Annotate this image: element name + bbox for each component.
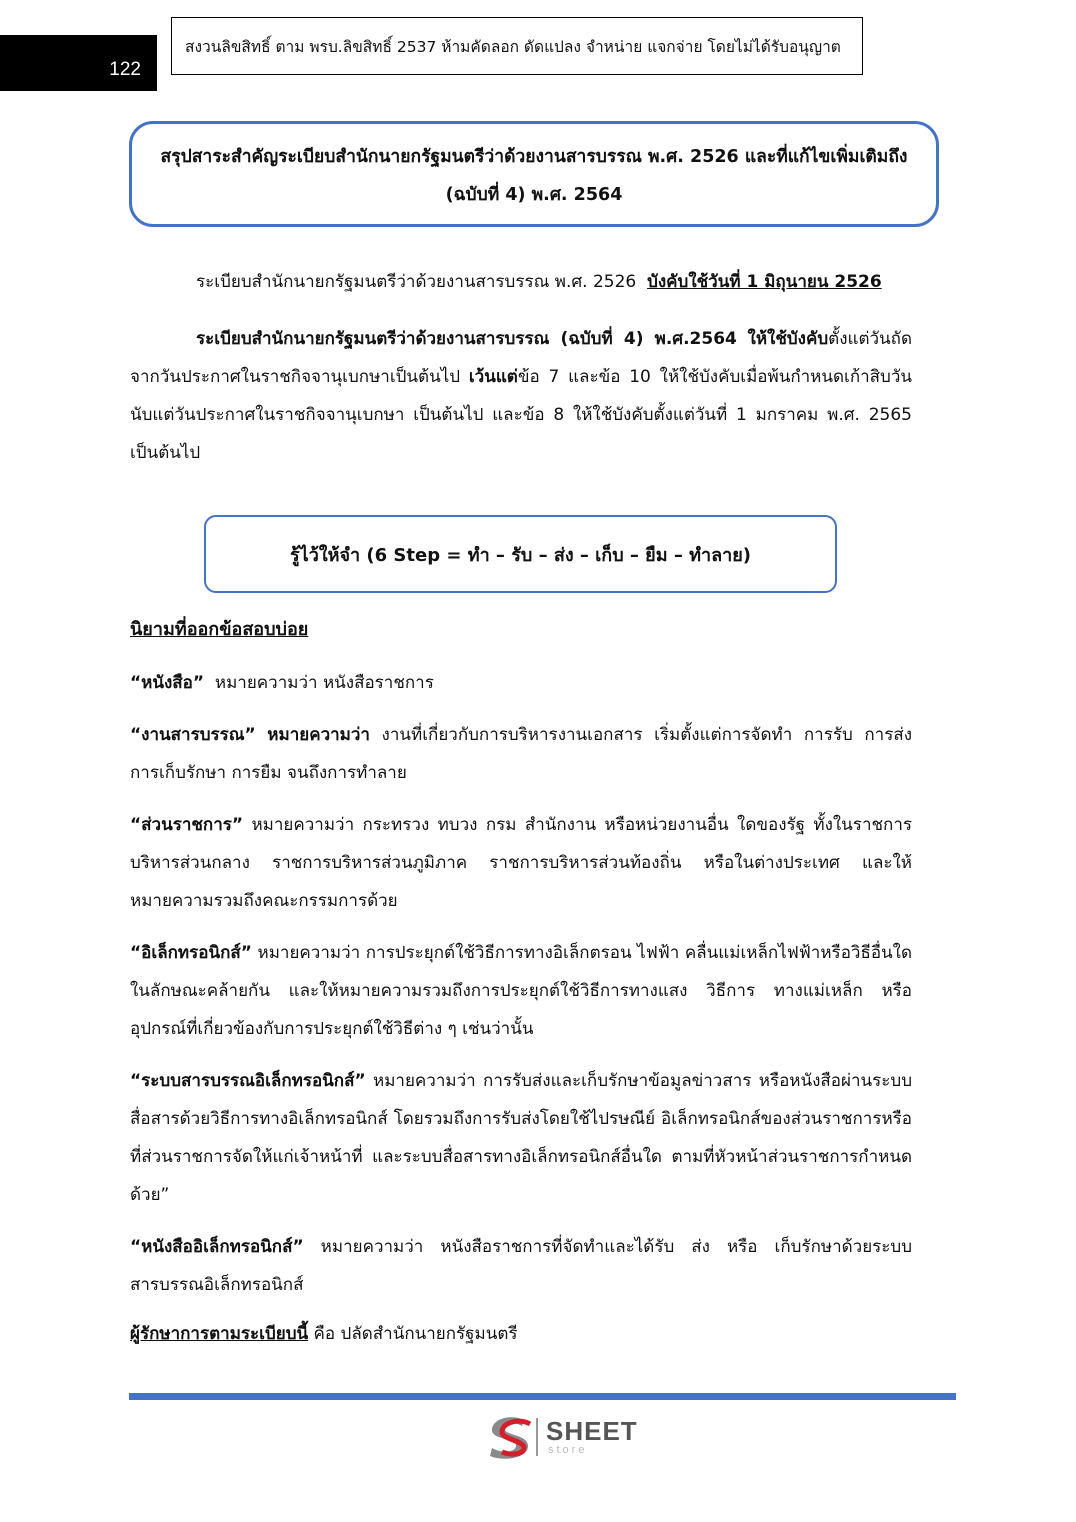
definition-item	[130, 716, 912, 792]
logo-text: SHEET	[546, 1416, 638, 1446]
definition-item	[130, 664, 912, 702]
intro-p1-effective-date: บังคับใช้วันที่ 1 มิถุนายน 2526	[647, 272, 882, 292]
definition-item	[130, 806, 912, 920]
definition-text: หมายความว่า หนังสือราชการ	[214, 673, 434, 693]
footer-divider	[129, 1393, 956, 1400]
definition-text: หมายความว่า กระทรวง ทบวง กรม สำนักงาน หรือหน่วยงานอื่น ใดของรัฐ ทั้งในราชการบริหารส่วนกลาง ราชการบริหารส่วนภูมิภาค ราชการบริหารส่วนท้องถิ่น หรือในต่างประเทศ และให้หมายความรวมถึงคณะกรรมการด้วย	[130, 815, 912, 911]
remember-text: รู้ไว้ให้จำ (6 Step = ทำ – รับ – ส่ง – เก็บ – ยืม – ทำลาย)	[290, 544, 751, 566]
definition-item	[130, 934, 912, 1048]
copyright-notice	[171, 17, 863, 75]
title-line-1: สรุปสาระสำคัญระเบียบสำนักนายกรัฐมนตรีว่าด้วยงานสารบรรณ พ.ศ. 2526 และที่แก้ไขเพิ่มเติมถึง	[160, 147, 908, 167]
intro-paragraph-2	[130, 320, 912, 472]
definition-text: หมายความว่า การรับส่งและเก็บรักษาข้อมูลข่าวสาร หรือหนังสือผ่านระบบสื่อสารด้วยวิธีการทางอิเล็กทรอนิกส์ โดยรวมถึงการรับส่งโดยใช้ไปรษณีย์ อิเล็กทรอนิกส์ของส่วนราชการหรือที่ส่วนราชการจัดให้แก่เจ้าหน้าที่ และระบบสื่อสารทางอิเล็กทรอนิกส์อื่นใด ตามที่หัวหน้าส่วนราชการกำหนดด้วย”	[130, 1071, 912, 1205]
intro-p2-regulation: ระเบียบสำนักนายกรัฐมนตรีว่าด้วยงานสารบรรณ (ฉบับที่ 4) พ.ศ.2564	[196, 329, 737, 349]
administrator-heading: ผู้รักษาการตามระเบียบนี้	[130, 1324, 309, 1344]
intro-p2-text-2: ข้อ 7 และข้อ 10 ให้ใช้บังคับเมื่อพ้นกำหนดเก้าสิบวันนับแต่วันประกาศในราชกิจจานุเบกษา เป็นต้นไป และข้อ 8 ให้ใช้บังคับตั้งแต่วันที่ 1 มกราคม พ.ศ. 2565 เป็นต้นไป	[130, 367, 913, 463]
intro-p2-text-1: ตั้งแต่วันถัดจากวันประกาศในราชกิจจานุเบกษาเป็นต้นไป	[130, 329, 912, 387]
intro-p2-except: เว้นแต่	[468, 367, 518, 387]
definition-term: “อิเล็กทรอนิกส์”	[130, 943, 252, 963]
intro-p1-text: ระเบียบสำนักนายกรัฐมนตรีว่าด้วยงานสารบรรณ พ.ศ. 2526	[196, 272, 637, 292]
title-box	[129, 121, 939, 227]
definitions-heading: นิยามที่ออกข้อสอบบ่อย	[130, 619, 309, 640]
copyright-text: สงวนลิขสิทธิ์ ตาม พรบ.ลิขสิทธิ์ 2537 ห้ามคัดลอก ดัดแปลง จำหน่าย แจกจ่าย โดยไม่ได้รับอนุญาต	[185, 37, 841, 56]
definition-text: หมายความว่า การประยุกต์ใช้วิธีการทางอิเล็กตรอน ไฟฟ้า คลื่นแม่เหล็กไฟฟ้าหรือวิธีอื่นใดในลักษณะคล้ายกัน และให้หมายความรวมถึงการประยุกต์ใช้วิธีการทางแสง วิธีการ ทางแม่เหล็ก หรืออุปกรณ์ที่เกี่ยวข้องกับการประยุกต์ใช้วิธีต่าง ๆ เช่นว่านั้น	[130, 943, 912, 1039]
administrator-text: คือ ปลัดสำนักนายกรัฐมนตรี	[313, 1324, 518, 1344]
definition-text: งานที่เกี่ยวกับการบริหารงานเอกสาร เริ่มตั้งแต่การจัดทำ การรับ การส่ง การเก็บรักษา การยืม จนถึงการทำลาย	[130, 725, 912, 783]
definition-term: “ส่วนราชการ”	[130, 815, 244, 835]
administrator-line	[130, 1320, 518, 1347]
definition-text: หมายความว่า หนังสือราชการที่จัดทำและได้รับ ส่ง หรือ เก็บรักษาด้วยระบบสารบรรณอิเล็กทรอนิกส์	[130, 1237, 913, 1295]
logo-divider	[536, 1418, 538, 1456]
definition-term: “หนังสือ”	[130, 673, 205, 693]
definition-item	[130, 1228, 912, 1304]
definition-item	[130, 1062, 912, 1214]
page-number-tab	[0, 35, 157, 91]
title-line-2: (ฉบับที่ 4) พ.ศ. 2564	[445, 185, 623, 205]
intro-paragraph-1	[130, 268, 912, 295]
remember-box	[204, 515, 837, 593]
definition-term: “งานสารบรรณ”	[130, 725, 256, 745]
definition-meaning-label: หมายความว่า	[267, 725, 370, 745]
definition-term: “หนังสืออิเล็กทรอนิกส์”	[130, 1237, 304, 1257]
definition-term: “ระบบสารบรรณอิเล็กทรอนิกส์”	[130, 1071, 366, 1091]
page-number: 122	[109, 59, 141, 80]
intro-p2-enforce: ให้ใช้บังคับ	[747, 329, 829, 349]
logo-subtext: store	[548, 1444, 588, 1456]
definitions-list	[130, 664, 912, 1318]
